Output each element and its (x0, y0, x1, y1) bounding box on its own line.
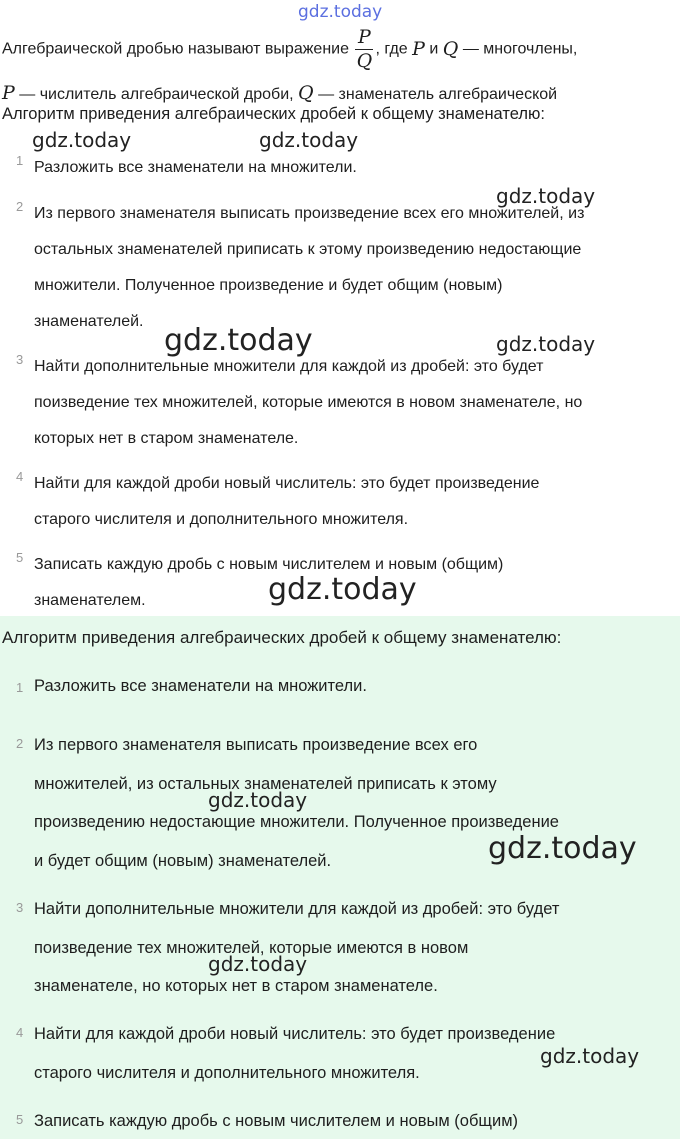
item-text: и будет общим (новым) знаменателей. (34, 851, 332, 870)
algorithm-heading: Алгоритм приведения алгебраических дробей к общему знаменателю: (2, 105, 545, 123)
variable-q: Q (442, 38, 459, 60)
watermark: gdz.today (488, 831, 637, 866)
item-text: поизведение тех множителей, которые имеются в новом (34, 938, 469, 957)
item-text: Из первого знаменателя выписать произведение всех его (34, 736, 478, 754)
list-item (16, 1102, 680, 1141)
item-number: 2 (16, 199, 24, 214)
item-text: которых нет в старом знаменателе. (34, 430, 299, 447)
watermark: gdz.today (268, 572, 417, 607)
fraction-denominator: Q (356, 50, 373, 72)
item-number: 4 (16, 1025, 24, 1040)
list-item (16, 466, 680, 538)
watermark: gdz.today (208, 788, 308, 812)
item-text: знаменателе, но которых нет в старом знаменателе. (34, 977, 438, 995)
item-text: знаменателем. (34, 592, 146, 609)
algorithm-heading: Алгоритм приведения алгебраических дробей к общему знаменателю: (2, 628, 562, 647)
item-text: множителей, из остальных знаменателей приписать к этому (34, 774, 497, 793)
item-text: старого числителя и дополнительного множителя. (34, 1063, 420, 1082)
definition-text-where: , где (375, 40, 408, 58)
definition-paragraph (0, 22, 680, 104)
item-text: Разложить все знаменатели на множители. (34, 677, 367, 695)
item-number: 2 (16, 736, 24, 751)
watermark: gdz.today (164, 323, 313, 358)
item-number: 3 (16, 352, 24, 367)
item-text: старого числителя и дополнительного множителя. (34, 511, 409, 528)
watermark: gdz.today (540, 1044, 640, 1068)
item-text: Записать каждую дробь с новым числителем и новым (общим) (34, 556, 504, 573)
list-item (16, 349, 680, 457)
item-text: поизведение тех множителей, которые имеются в новом знаменателе, но (34, 394, 583, 411)
variable-q: Q (298, 82, 314, 104)
watermark: gdz.today (32, 128, 132, 152)
fraction-p-over-q (355, 28, 373, 71)
list-item (16, 890, 680, 1006)
item-text: знаменателей. (34, 313, 144, 330)
item-text: Найти для каждой дроби новый числитель: это будет произведение (34, 475, 540, 492)
item-text: Из первого знаменателя выписать произведение всех его множителей, из (34, 205, 585, 222)
item-number: 5 (16, 1112, 24, 1127)
watermark: gdz.today (259, 128, 359, 152)
item-number: 1 (16, 153, 24, 168)
variable-p: P (412, 38, 425, 60)
watermark: gdz.today (496, 332, 596, 356)
variable-p: P (2, 82, 15, 104)
watermark: gdz.today (208, 952, 308, 976)
item-text: Разложить все знаменатели на множители. (34, 159, 357, 176)
item-text: Найти дополнительные множители для каждой из дробей: это будет (34, 900, 560, 918)
list-item (16, 677, 680, 696)
item-number: 5 (16, 550, 24, 565)
item-number: 1 (16, 680, 24, 695)
definition-text-and: и (429, 40, 439, 58)
watermark: gdz.today (496, 184, 596, 208)
item-text: множители. Полученное произведение и будет общим (новым) (34, 277, 503, 294)
definition-text: Алгебраической дробью называют выражение (2, 40, 349, 58)
item-text: произведению недостающие множители. Полученное произведение (34, 813, 559, 831)
fraction-numerator: P (358, 26, 371, 48)
item-number: 3 (16, 900, 24, 915)
list-item (16, 196, 680, 340)
item-text: остальных знаменателей приписать к этому произведению недостающие (34, 241, 582, 258)
item-text: Записать каждую дробь с новым числителем и новым (общим) (34, 1112, 519, 1130)
item-number: 4 (16, 469, 24, 484)
list-item (16, 150, 680, 186)
definition-text-numerator: — числитель алгебраической дроби, (19, 86, 294, 103)
definition-text-denominator: — знаменатель алгебраической (318, 86, 558, 103)
watermark-top: gdz.today (298, 2, 383, 22)
item-text: Найти дополнительные множители для каждой из дробей: это будет (34, 358, 544, 375)
definition-text-polynomials: — многочлены, (462, 40, 578, 58)
item-text: Найти для каждой дроби новый числитель: это будет произведение (34, 1025, 556, 1043)
